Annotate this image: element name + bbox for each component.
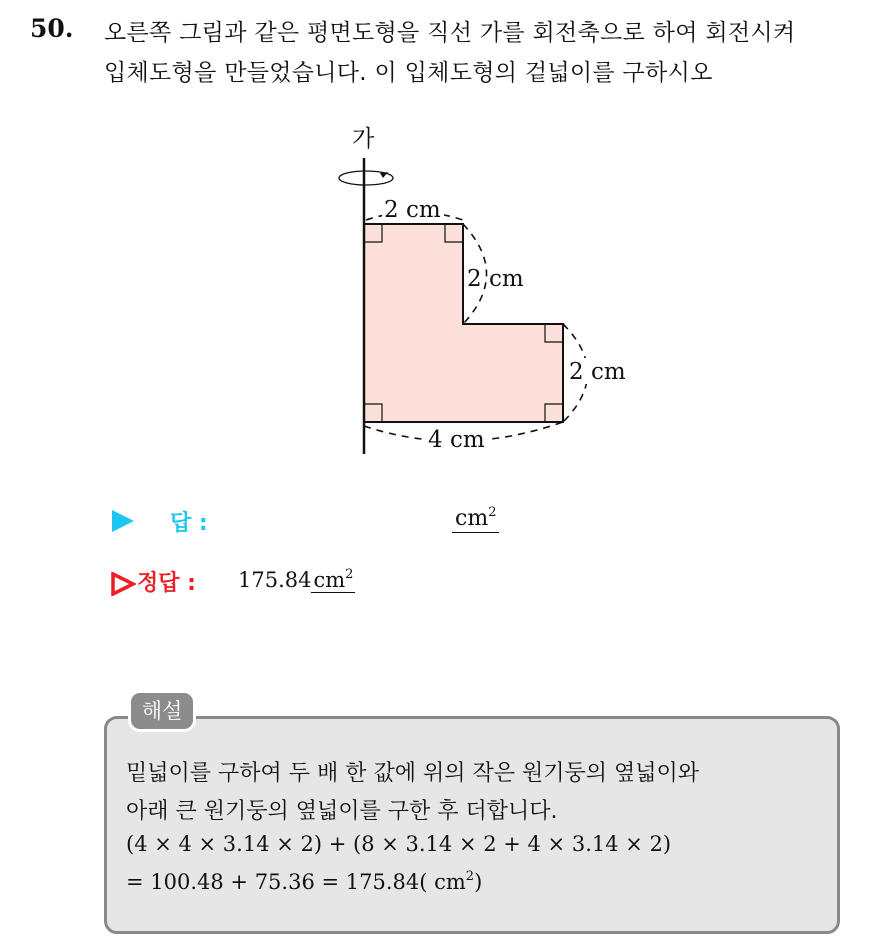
explanation-box <box>104 716 840 934</box>
l-shape <box>364 224 563 422</box>
label-step-height: 2 cm <box>467 266 524 292</box>
outline-triangle-icon <box>110 572 136 596</box>
formula-unit-exponent: 2 <box>465 869 475 884</box>
answer-unit: cm <box>455 506 489 531</box>
correct-answer <box>238 568 355 592</box>
answer-unit-exponent: 2 <box>488 505 497 520</box>
formula-result: = 100.48 + 75.36 = 175.84( cm <box>126 870 466 894</box>
correct-answer-unit: cm <box>313 568 346 592</box>
play-triangle-icon <box>112 510 134 532</box>
answer-blank[interactable] <box>452 506 499 533</box>
correct-answer-label: 정답 : <box>137 571 196 596</box>
question-text-line-2: 입체도형을 만들었습니다. 이 입체도형의 겉넓이를 구하시오 <box>104 60 713 86</box>
explanation-formula-1: (4 × 4 × 3.14 × 2) + (8 × 3.14 × 2 + 4 × 3.14 × 2) <box>126 832 672 856</box>
rotation-figure <box>320 116 640 461</box>
question-text-line-1: 오른쪽 그림과 같은 평면도형을 직선 가를 회전축으로 하여 회전시켜 <box>104 20 796 46</box>
label-bottom-width: 4 cm <box>428 427 485 453</box>
correct-answer-unit-wrap <box>311 568 355 593</box>
explanation-line-2: 아래 큰 원기둥의 옆넓이를 구한 후 더합니다. <box>126 799 558 824</box>
rotation-arrow-icon <box>339 171 393 185</box>
label-top-width: 2 cm <box>384 197 441 223</box>
answer-marker <box>112 510 134 532</box>
explanation-tag: 해설 <box>128 690 196 732</box>
answer-label: 답 : <box>170 511 208 536</box>
question-number: 50. <box>30 14 74 43</box>
formula-close-paren: ) <box>474 870 483 894</box>
label-right-height: 2 cm <box>569 359 626 385</box>
explanation-formula-2 <box>126 870 482 894</box>
correct-answer-unit-exponent: 2 <box>345 567 354 582</box>
explanation-line-1: 밑넓이를 구하여 두 배 한 값에 위의 작은 원기둥의 옆넓이와 <box>126 761 699 786</box>
correct-answer-value: 175.84 <box>238 568 312 592</box>
axis-label: 가 <box>352 126 375 152</box>
